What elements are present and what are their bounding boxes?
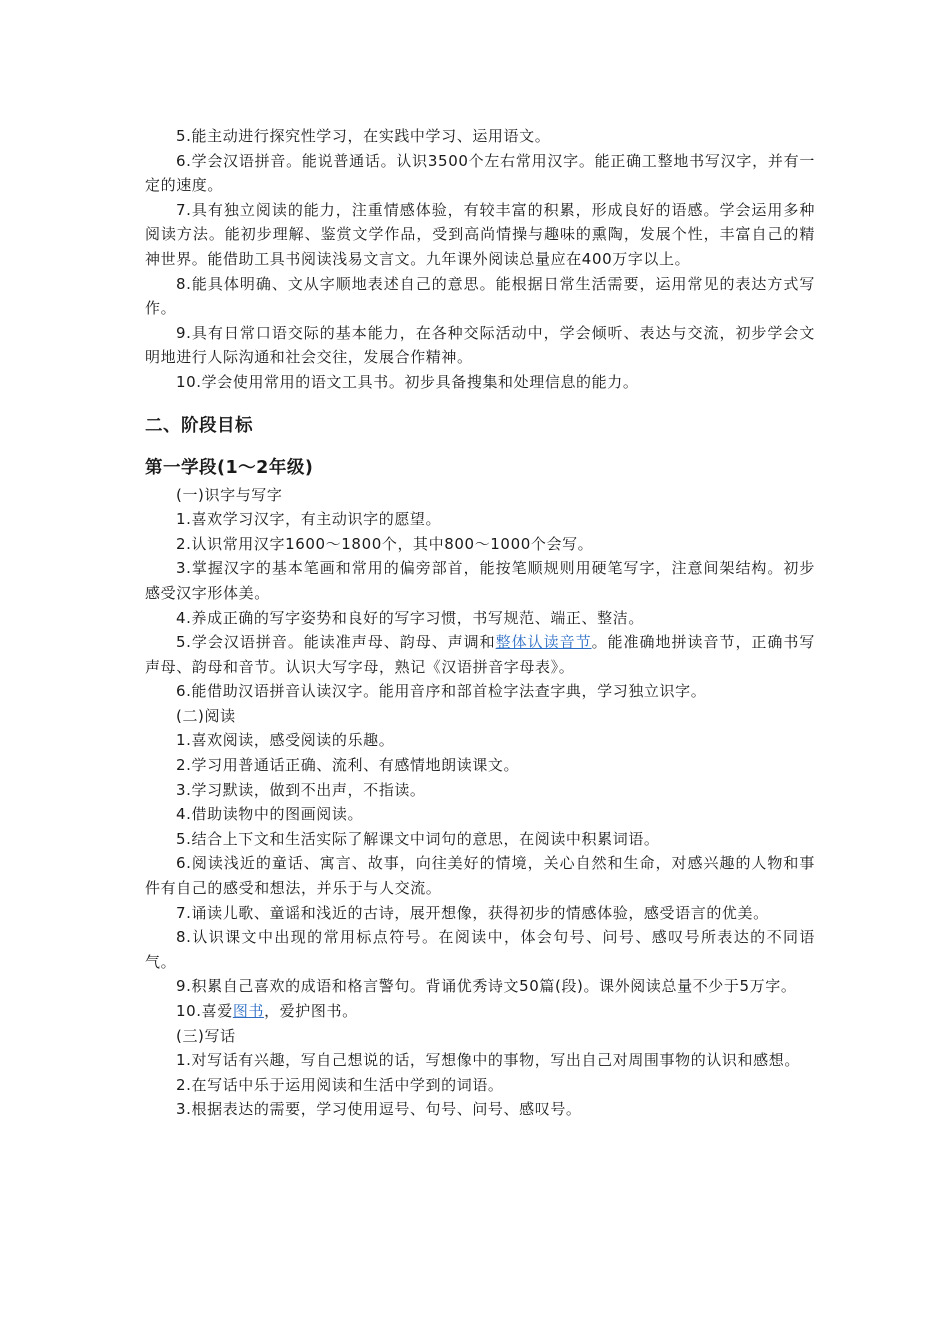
- writing-item-1: 1.对写话有兴趣，写自己想说的话，写想像中的事物，写出自己对周围事物的认识和感想。: [176, 1051, 800, 1070]
- reading-item-8: 8.认识课文中出现的常用标点符号。在阅读中，体会句号、问号、感叹号所表达的不同语气。: [145, 928, 815, 971]
- syllable-link[interactable]: 整体认读音节: [495, 633, 592, 652]
- literacy-item-3: 3.掌握汉字的基本笔画和常用的偏旁部首，能按笔顺规则用硬笔写字，注意间架结构。初步感受汉字形体美。: [145, 559, 815, 602]
- writing-item-2: 2.在写话中乐于运用阅读和生活中学到的词语。: [176, 1075, 504, 1094]
- writing-item-3: 3.根据表达的需要，学习使用逗号、句号、问号、感叹号。: [176, 1100, 582, 1119]
- goal-item-6: 6.学会汉语拼音。能说普通话。认识3500个左右常用汉字。能正确工整地书写汉字，并有一定的速度。: [145, 151, 815, 195]
- literacy-item-1: 1.喜欢学习汉字，有主动识字的愿望。: [176, 510, 442, 529]
- literacy-item-2: 2.认识常用汉字1600～1800个，其中800～1000个会写。: [176, 534, 594, 553]
- section-heading: 二、阶段目标: [145, 415, 253, 436]
- stage-heading: 第一学段(1～2年级): [145, 457, 314, 478]
- goal-item-10: 10.学会使用常用的语文工具书。初步具备搜集和处理信息的能力。: [176, 372, 639, 391]
- books-link[interactable]: 图书: [232, 1002, 265, 1020]
- part-heading-writing: (三)写话: [176, 1026, 236, 1045]
- literacy-item-5-text-after: 。能准确地拼读音节，正确书写声母、韵母和音节。认识大写字母，熟记《汉语拼音字母表》。: [145, 633, 815, 676]
- reading-item-2: 2.学习用普通话正确、流利、有感情地朗读课文。: [176, 756, 520, 775]
- reading-item-3: 3.学习默读，做到不出声，不指读。: [176, 780, 426, 799]
- reading-item-10-text-after: ，爱护图书。: [264, 1002, 358, 1020]
- part-heading-literacy: (一)识字与写字: [176, 485, 283, 504]
- literacy-item-5: [145, 630, 815, 679]
- reading-item-9: 9.积累自己喜欢的成语和格言警句。背诵优秀诗文50篇(段)。课外阅读总量不少于5万字。: [176, 977, 797, 996]
- part-heading-reading: (二)阅读: [176, 706, 236, 725]
- reading-item-6: 6.阅读浅近的童话、寓言、故事，向往美好的情境，关心自然和生命，对感兴趣的人物和事件有自己的感受和想法，并乐于与人交流。: [145, 854, 815, 898]
- reading-item-7: 7.诵读儿歌、童谣和浅近的古诗，展开想像，获得初步的情感体验，感受语言的优美。: [176, 903, 769, 922]
- literacy-item-6: 6.能借助汉语拼音认读汉字。能用音序和部首检字法查字典，学习独立识字。: [176, 682, 707, 701]
- literacy-item-4: 4.养成正确的写字姿势和良好的写字习惯，书写规范、端正、整洁。: [176, 608, 644, 627]
- document-body: [145, 124, 815, 1122]
- goal-item-7: 7.具有独立阅读的能力，注重情感体验，有较丰富的积累，形成良好的语感。学会运用多种阅读方法。能初步理解、鉴赏文学作品，受到高尚情操与趣味的熏陶，发展个性，丰富自己的精神世界。能借助工具书阅读浅易文言文。九年课外阅读总量应在400万字以上。: [145, 200, 815, 268]
- goal-item-9: 9.具有日常口语交际的基本能力，在各种交际活动中，学会倾听、表达与交流，初步学会文明地进行人际沟通和社会交往，发展合作精神。: [145, 323, 815, 367]
- reading-item-10-text-before: 10.喜爱: [176, 1002, 233, 1020]
- goal-item-8: 8.能具体明确、文从字顺地表述自己的意思。能根据日常生活需要，运用常见的表达方式写作。: [145, 274, 815, 318]
- reading-item-4: 4.借助读物中的图画阅读。: [176, 805, 364, 824]
- reading-item-1: 1.喜欢阅读，感受阅读的乐趣。: [176, 731, 395, 750]
- reading-item-10: [145, 999, 815, 1024]
- reading-item-5: 5.结合上下文和生活实际了解课文中词句的意思，在阅读中积累词语。: [176, 829, 660, 848]
- goal-item-5: 5.能主动进行探究性学习，在实践中学习、运用语文。: [176, 127, 551, 145]
- literacy-item-5-text-before: 5.学会汉语拼音。能读准声母、韵母、声调和: [176, 633, 496, 652]
